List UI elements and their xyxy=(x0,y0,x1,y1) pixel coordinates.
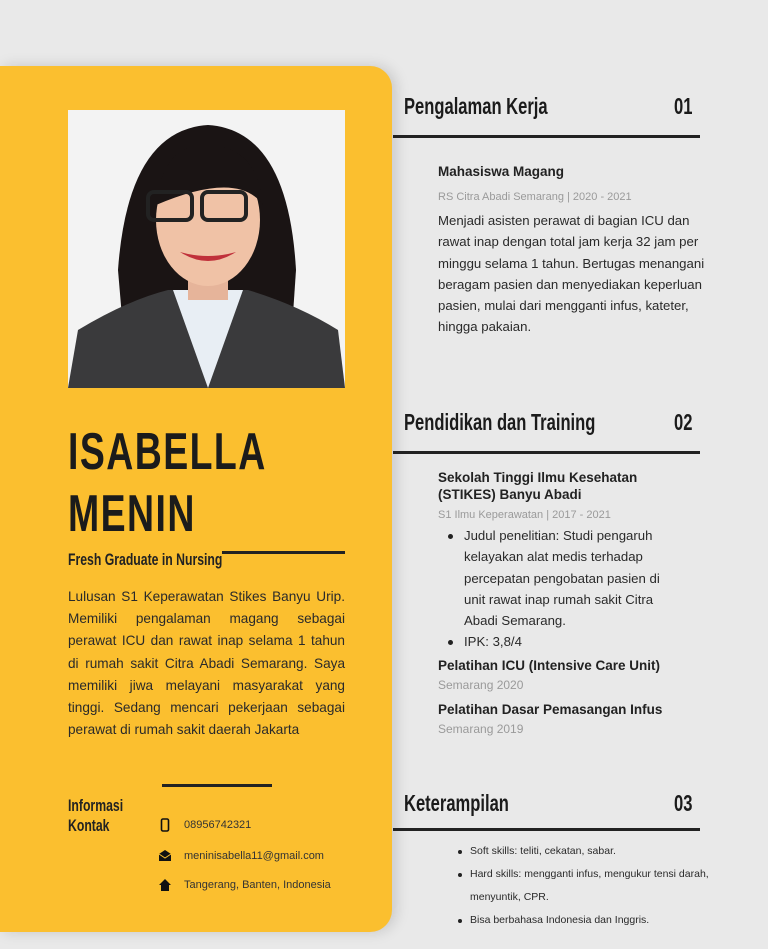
role-description: Menjadi asisten perawat di bagian ICU dan rawat inap dengan total jam kerja 32 jam per minggu selama 1 tahun. Bertugas menangani beragam pasien dan menyediakan keperluan pasien, mulai dari mengganti infus, kateter, hingga pakaian. xyxy=(438,213,705,335)
email-icon xyxy=(158,849,172,863)
experience-section xyxy=(404,93,700,120)
contact-address: Tangerang, Banten, Indonesia xyxy=(158,878,331,892)
phone-icon xyxy=(158,818,172,832)
education-bullets xyxy=(438,525,678,653)
profile-photo xyxy=(68,110,345,388)
training-name: Pelatihan ICU (Intensive Care Unit) xyxy=(438,657,661,673)
school-name: Sekolah Tinggi Ilmu Kesehatan (STIKES) Banyu Abadi xyxy=(438,470,638,502)
section-heading: Pengalaman Kerja xyxy=(404,93,548,119)
first-name: ISABELLA xyxy=(68,423,267,481)
list-item: Soft skills: teliti, cekatan, sabar. xyxy=(440,840,720,863)
experience-entry xyxy=(438,164,718,338)
section-heading: Keterampilan xyxy=(404,790,509,816)
list-item: Hard skills: mengganti infus, mengukur tensi darah, menyuntik, CPR. xyxy=(440,863,720,909)
school-meta: S1 Ilmu Keperawatan | 2017 - 2021 xyxy=(438,509,611,521)
contact-heading: Informasi Kontak xyxy=(68,796,124,835)
section-rule xyxy=(393,135,700,138)
training-meta: Semarang 2020 xyxy=(438,677,524,692)
home-icon xyxy=(158,878,172,892)
contact-divider xyxy=(162,784,272,787)
section-rule xyxy=(393,828,700,831)
title-divider xyxy=(222,551,345,554)
list-item: IPK: 3,8/4 xyxy=(438,631,678,652)
list-item: Bisa berbahasa Indonesia dan Inggris. xyxy=(440,909,720,932)
job-title: Fresh Graduate in Nursing xyxy=(68,550,223,569)
section-heading: Pendidikan dan Training xyxy=(404,409,596,435)
education-section xyxy=(404,409,700,436)
role-meta: RS Citra Abadi Semarang | 2020 - 2021 xyxy=(438,191,632,203)
last-name: MENIN xyxy=(68,485,196,543)
skills-list xyxy=(440,840,720,932)
list-item: Judul penelitian: Studi pengaruh kelayakan alat medis terhadap percepatan pengobatan pasien di unit rawat inap rumah sakit Citra Abadi Semarang. xyxy=(438,525,678,631)
about-text: Lulusan S1 Keperawatan Stikes Banyu Urip. Memiliki pengalaman magang sebagai perawat ICU dan rawat inap selama 1 tahun di rumah sakit Citra Abadi Semarang. Saya memiliki jiwa melayani masyarakat yang tinggi. Sedang mencari pekerjaan sebagai perawat di rumah sakit daerah Jakarta xyxy=(68,589,345,738)
contact-email[interactable]: meninisabella11@gmail.com xyxy=(158,849,324,863)
role-title: Mahasiswa Magang xyxy=(438,164,565,179)
section-number: 01 xyxy=(674,93,693,119)
education-entry xyxy=(438,469,718,736)
section-rule xyxy=(393,451,700,454)
training-name: Pelatihan Dasar Pemasangan Infus xyxy=(438,701,663,717)
section-number: 02 xyxy=(674,409,693,435)
skills-section xyxy=(404,790,700,817)
section-number: 03 xyxy=(674,790,693,816)
training-meta: Semarang 2019 xyxy=(438,721,524,736)
contact-phone[interactable]: 08956742321 xyxy=(158,818,251,832)
